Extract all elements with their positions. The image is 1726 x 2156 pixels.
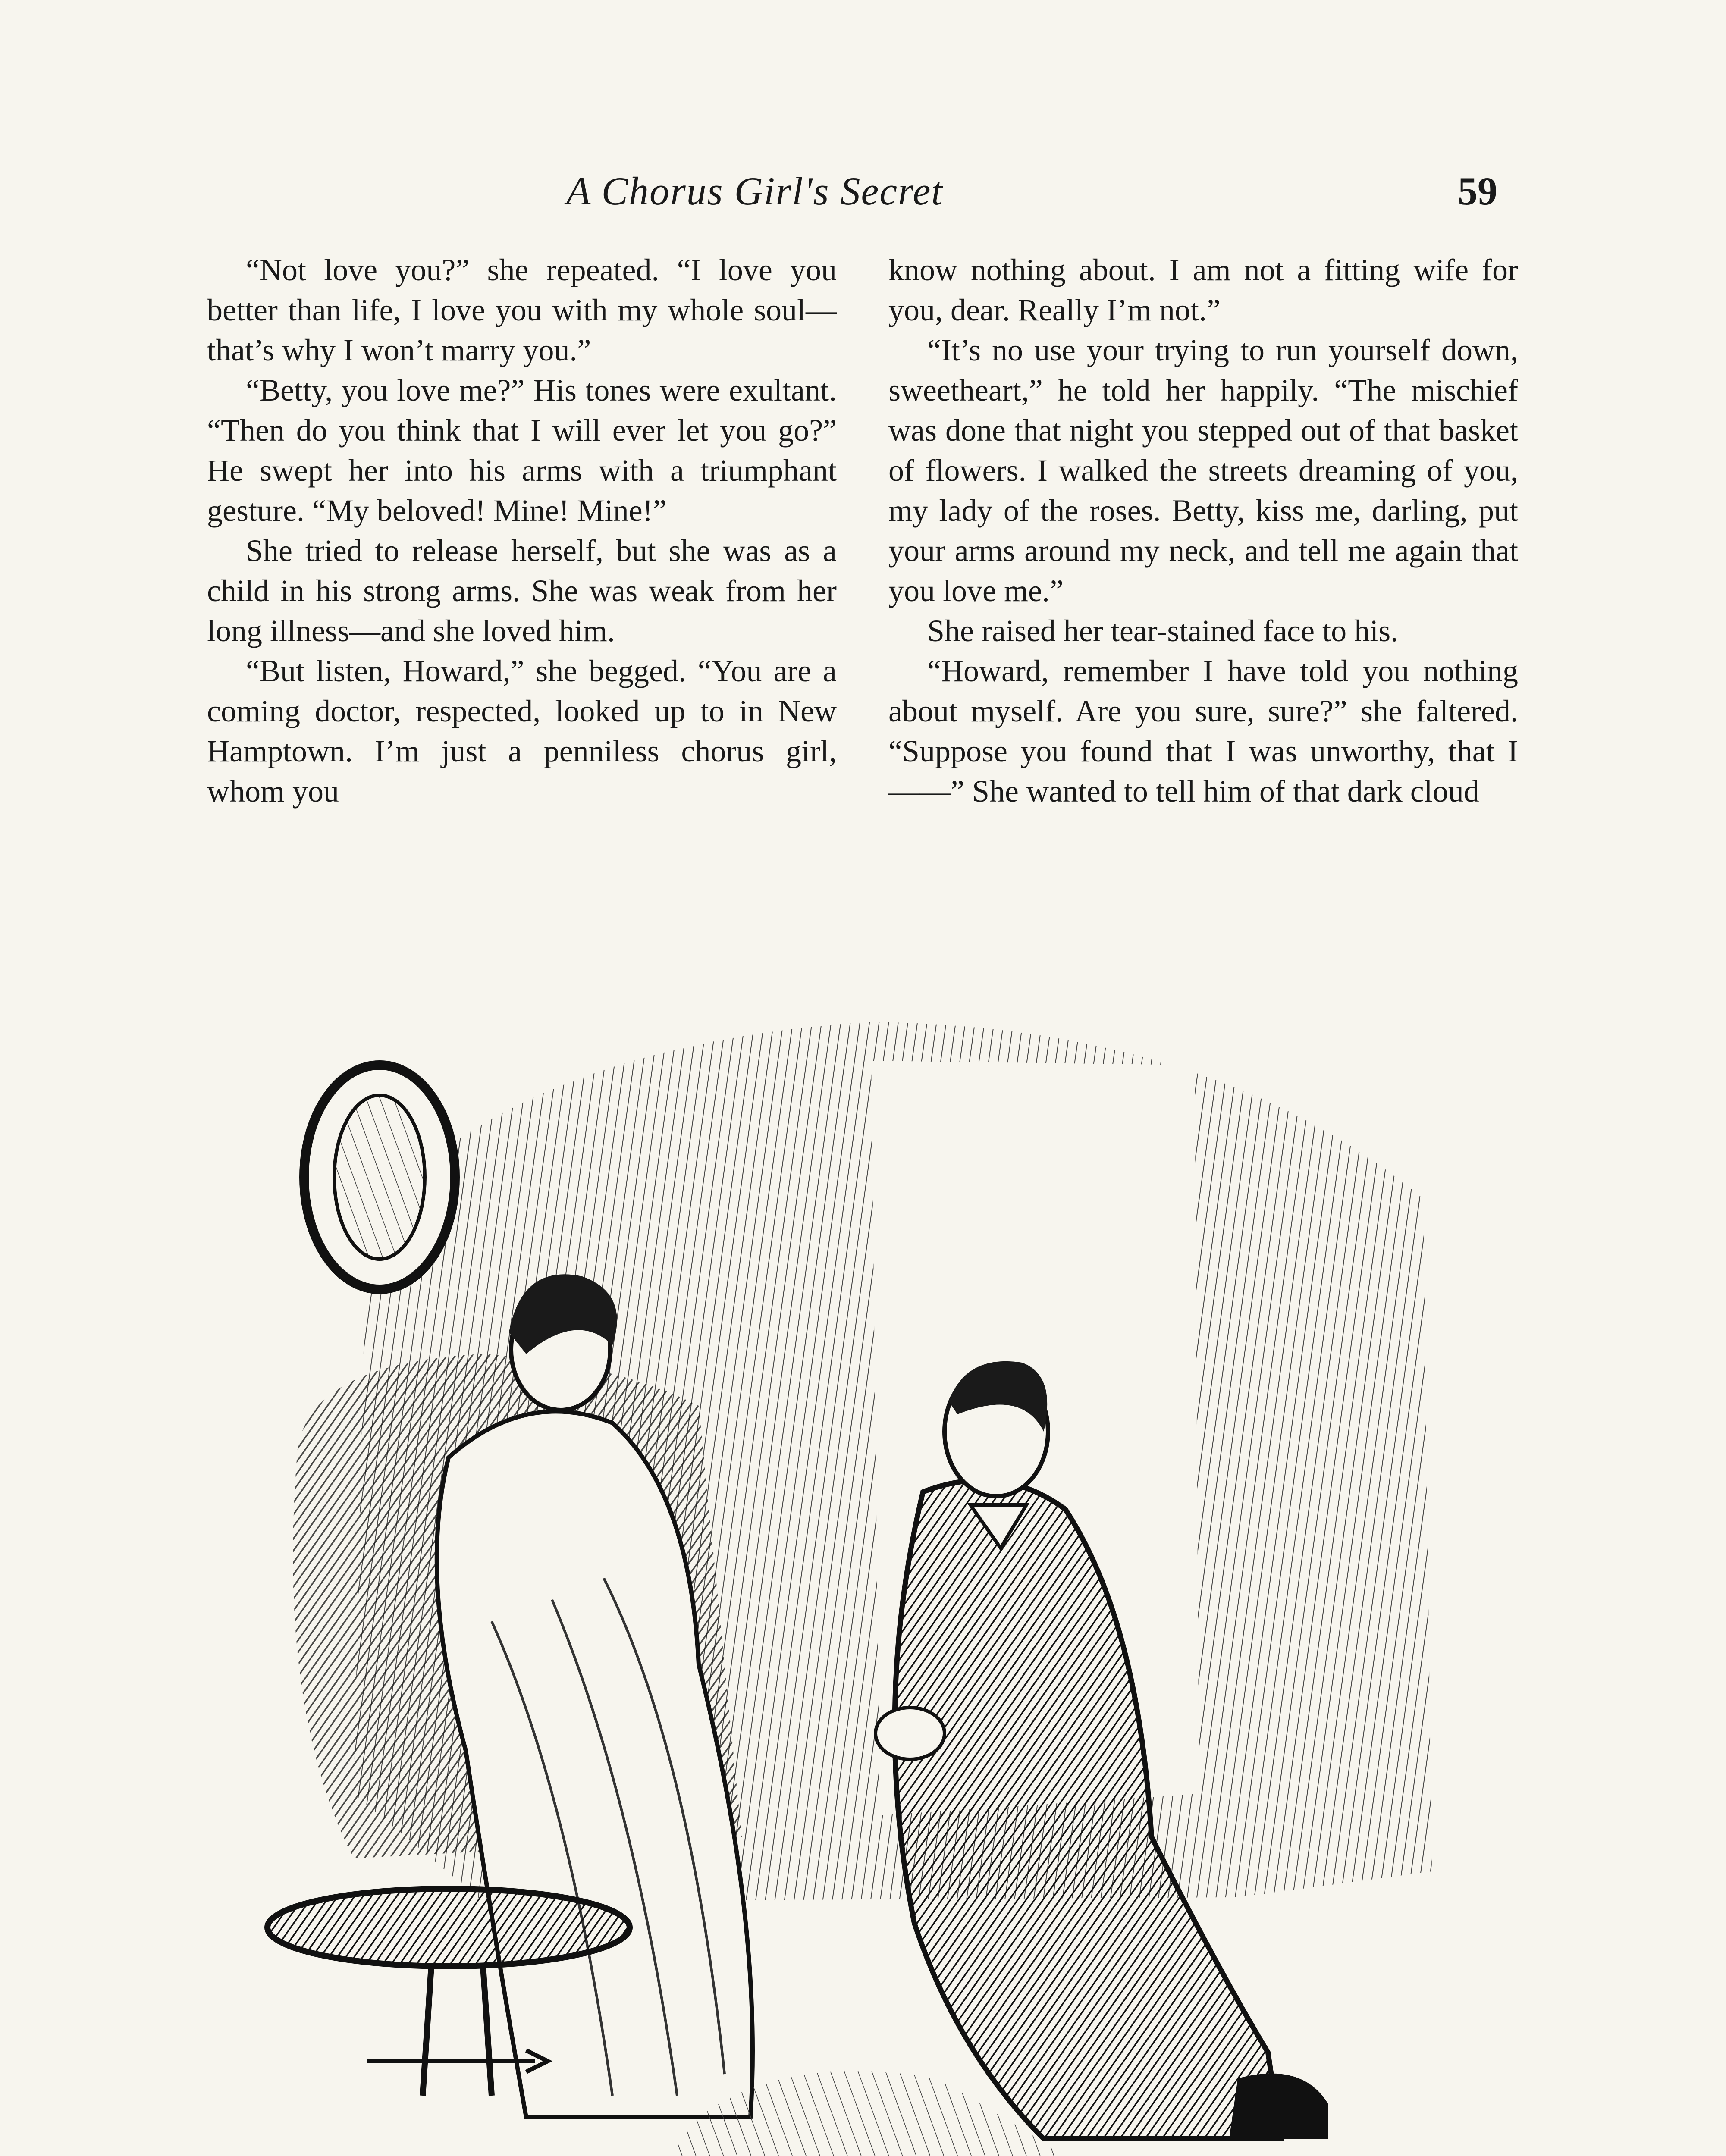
paragraph: “Not love you?” she repeated. “I love you better than life, I love you with my whole soul—that’s why I won’t marry you.”	[207, 253, 837, 367]
illustration-drawing	[224, 975, 1475, 2156]
man-shoe	[1229, 2074, 1328, 2139]
paragraph: “It’s no use your trying to run yourself down, sweetheart,” he told her happily. “The mischief was done that night you stepped out of that basket of flowers. I walked the streets dreaming of you, my lady of the roses. Betty, kiss me, darling, put your arms around my neck, and tell me again that you love me.”	[888, 333, 1518, 608]
text-column-right	[888, 250, 1518, 812]
running-head-title: A Chorus Girl's Secret	[566, 169, 943, 213]
paragraph: She raised her tear-stained face to his.	[927, 614, 1399, 648]
paragraph: “Betty, you love me?” His tones were exultant. “Then do you think that I will ever let you go?” He swept her into his arms with a triumphant gesture. “My beloved! Mine! Mine!”	[207, 373, 837, 528]
table-legs	[423, 1966, 492, 2096]
man-hands	[876, 1708, 945, 1759]
paragraph: “But listen, Howard,” she begged. “You are a coming doctor, respected, looked up to in New Hamptown. I’m just a penniless chorus girl, whom you	[207, 654, 837, 808]
mirror-glass	[334, 1095, 425, 1259]
paragraph: She tried to release herself, but she was as a child in his strong arms. She was weak from her long illness—and she loved him.	[207, 533, 837, 648]
running-head	[0, 168, 1726, 220]
page-number: 59	[1458, 169, 1497, 213]
text-column-left	[207, 250, 837, 812]
illustration	[224, 975, 1475, 2156]
paragraph: know nothing about. I am not a fitting wife for you, dear. Really I’m not.”	[888, 253, 1518, 327]
side-table	[267, 1889, 630, 1966]
paragraph: “Howard, remember I have told you nothing about myself. Are you sure, sure?” she faltered. “Suppose you found that I was unworthy, that I——” She wanted to tell him of that dark cloud	[888, 654, 1518, 808]
